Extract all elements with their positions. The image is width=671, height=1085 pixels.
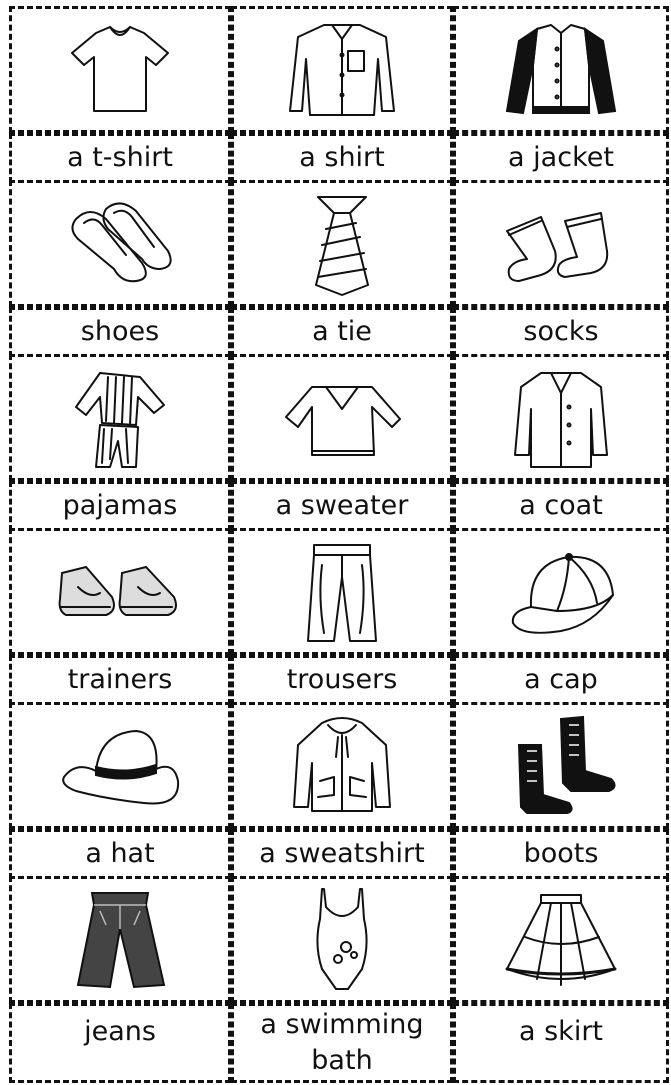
coat-icon	[497, 363, 625, 473]
t-shirt-icon	[56, 15, 184, 125]
swimsuit-icon	[278, 885, 406, 995]
card-label: socks	[453, 307, 669, 357]
card-image-jeans	[9, 876, 231, 1003]
card-label: pajamas	[9, 481, 231, 531]
card-image-hat	[9, 702, 231, 829]
card-label: a coat	[453, 481, 669, 531]
shoes-icon	[56, 189, 184, 299]
card-image-coat	[453, 354, 669, 481]
card-label: a t-shirt	[9, 133, 231, 183]
card-label: trousers	[231, 655, 453, 705]
card-image-jacket	[453, 6, 669, 133]
card-image-shoes	[9, 180, 231, 307]
sweater-icon	[278, 363, 406, 473]
card-label: a hat	[9, 829, 231, 879]
card-label: a shirt	[231, 133, 453, 183]
card-image-swimsuit	[231, 876, 453, 1003]
card-image-sweater	[231, 354, 453, 481]
card-image-pajamas	[9, 354, 231, 481]
card-label: trainers	[9, 655, 231, 705]
shirt-icon	[278, 15, 406, 125]
socks-icon	[497, 189, 625, 299]
trainers-icon	[56, 537, 184, 647]
card-label: a sweatshirt	[231, 829, 453, 879]
card-image-tie	[231, 180, 453, 307]
skirt-icon	[497, 885, 625, 995]
card-label: jeans	[9, 1003, 231, 1083]
card-label: a tie	[231, 307, 453, 357]
card-image-socks	[453, 180, 669, 307]
card-image-boots	[453, 702, 669, 829]
hat-icon	[56, 711, 184, 821]
card-image-sweatshirt	[231, 702, 453, 829]
pajamas-icon	[56, 363, 184, 473]
jacket-icon	[497, 15, 625, 125]
jeans-icon	[56, 885, 184, 995]
boots-icon	[497, 711, 625, 821]
card-label: a sweater	[231, 481, 453, 531]
card-label: a jacket	[453, 133, 669, 183]
tie-icon	[278, 189, 406, 299]
card-image-trainers	[9, 528, 231, 655]
trousers-icon	[278, 537, 406, 647]
card-image-skirt	[453, 876, 669, 1003]
card-label: a cap	[453, 655, 669, 705]
card-label: boots	[453, 829, 669, 879]
sweatshirt-icon	[278, 711, 406, 821]
card-image-cap	[453, 528, 669, 655]
card-image-shirt	[231, 6, 453, 133]
card-label: shoes	[9, 307, 231, 357]
card-image-t-shirt	[9, 6, 231, 133]
card-label: a skirt	[453, 1003, 669, 1083]
cap-icon	[497, 537, 625, 647]
card-label: a swimming bath	[231, 1003, 453, 1083]
card-image-trousers	[231, 528, 453, 655]
